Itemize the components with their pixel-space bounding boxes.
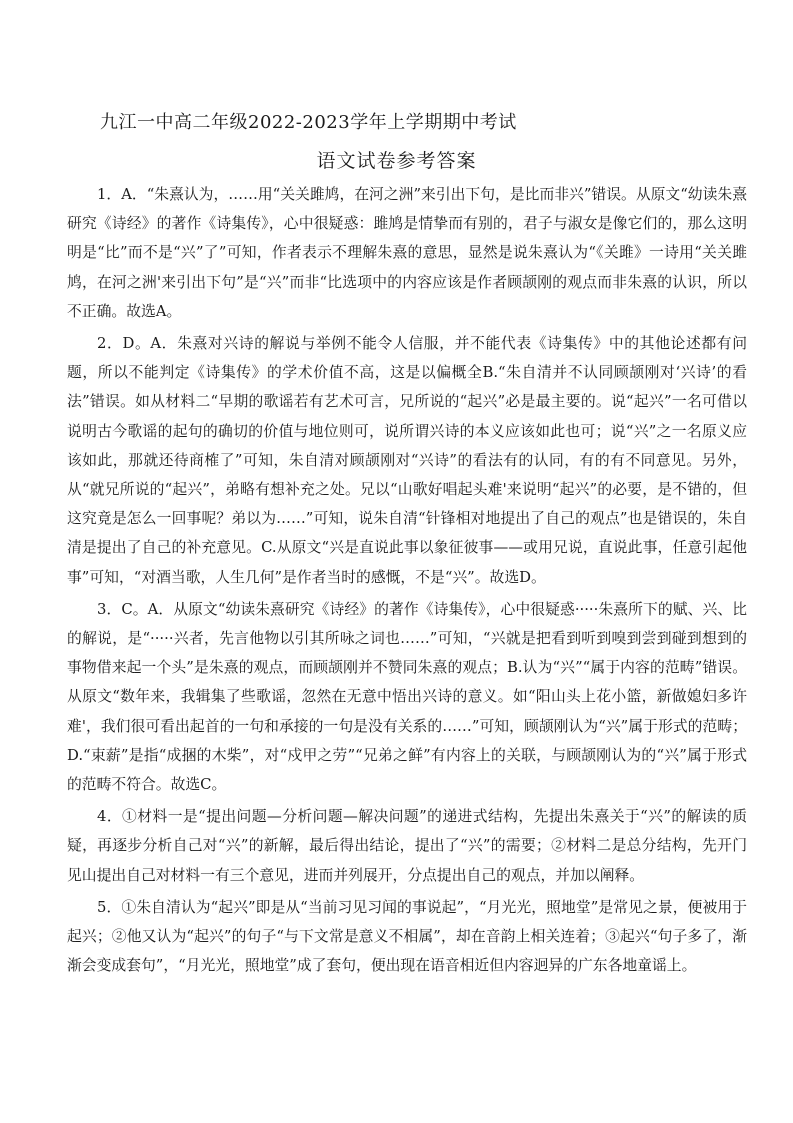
exam-title: 九江一中高二年级2022-2023学年上学期期中考试 xyxy=(100,112,517,133)
answer-item-1: 1．A．“朱熹认为，……用“关关雎鸠，在河之洲”来引出下句，是比而非兴”错误。从原文“幼读朱熹研究《诗经》的著作《诗集传》，心中很疑惑：雎鸠是情挚而有别的，君子与淑女是像它们的，那么这明明是“比”而不是“兴”了”可知，作者表示不理解朱熹的意思，显然是说朱熹认为“《关雎》一诗用“关关雎鸠，在河之洲'来引出下句”是“兴”而非“比选项中的内容应该是作者顾颉刚的观点而非朱熹的认识，所以不正确。故选A。 xyxy=(67,186,747,320)
answer-key-heading: 语文试卷参考答案 xyxy=(316,150,477,172)
answer-item-4: 4．①材料一是“提出问题—分析问题—解决问题”的递进式结构，先提出朱熹关于“兴”的解读的质疑，再逐步分析自己对“兴”的新解，最后得出结论，提出了“兴”的需要；②材料二是总分结构，先开门见山提出自己对材料一有三个意见，进而并列展开，分点提出自己的观点，并加以阐释。 xyxy=(67,808,747,884)
answer-item-5: 5．①朱自清认为“起兴”即是从“当前习见习闻的事说起”，“月光光，照地堂”是常见之景，便被用于起兴；②他又认为“起兴”的句子“与下文常是意义不相属”，却在音韵上相关连着；③起兴“句子多了，渐渐会变成套句”，“月光光，照地堂”成了套句，便出现在语音相近但内容迥异的广东各地童谣上。 xyxy=(67,898,747,975)
answer-item-3: 3．C。A．从原文“幼读朱熹研究《诗经》的著作《诗集传》，心中很疑惑·····朱熹所下的赋、兴、比的解说，是“·····兴者，先言他物以引其所咏之词也……”可知，“兴就是把看到听到嗅到尝到碰到想到的事物借来起一个头”是朱熹的观点，而顾颉刚并不赞同朱熹的观点；B.认为“兴”“属于内容的范畴”错误。从原文“数年来，我辑集了些歌谣，忽然在无意中悟出兴诗的意义。如“阳山头上花小篮，新做媳妇多许难'，我们很可看出起首的一句和承接的一句是没有关系的……”可知，顾颉刚认为“兴”属于形式的范畴；D.“束薪”是指“成捆的木柴”，对“戍甲之劳”“兄弟之鲜”有内容上的关联，与顾颉刚认为的“兴”属于形式的范畴不符合。故选C。 xyxy=(67,600,747,794)
answer-item-2: 2．D。A．朱熹对兴诗的解说与举例不能令人信服，并不能代表《诗集传》中的其他论述都有问题，所以不能判定《诗集传》的学术价值不高，这是以偏概全B.“朱自清并不认同顾颉刚对‘兴诗’的看法”错误。如从材料二“早期的歌谣若有艺术可言，兄所说的“起兴”必是最主要的。说“起兴”一名可借以说明古今歌谣的起句的确切的价值与地位则可，说所谓兴诗的本义应该如此也可；说“兴”之一名原义应该如此，那就还待商榷了”可知，朱自清对顾颉刚对“兴诗”的看法有的认同，有的有不同意见。另外，从“就兄所说的“起兴”，弟略有想补充之处。兄以“山歌好唱起头难'来说明“起兴”的必要，是不错的，但这究竟是怎么一回事呢？弟以为……”可知，说朱自清“针锋相对地提出了自己的观点”也是错误的，朱自清是提出了自己的补充意见。C.从原文“兴是直说此事以象征彼事——或用兄说，直说此事，任意引起他事”可知，“对酒当歌，人生几何”是作者当时的感慨，不是“兴”。故选D。 xyxy=(67,335,747,586)
answer-list xyxy=(67,180,747,983)
